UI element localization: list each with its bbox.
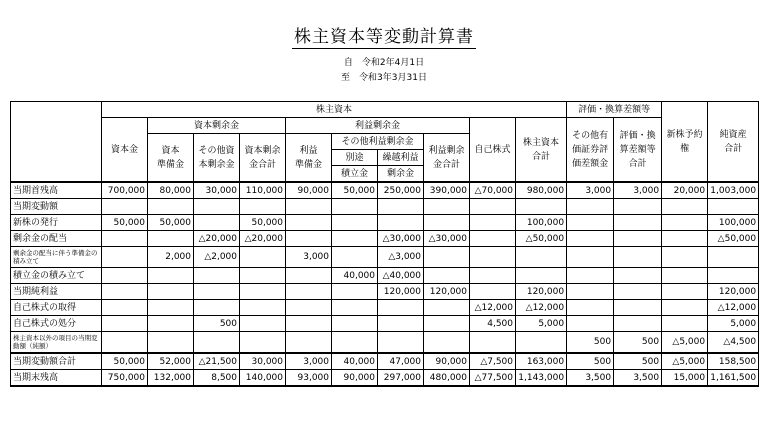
table-cell (148, 268, 194, 284)
table-cell (286, 231, 332, 247)
table-cell (240, 332, 286, 354)
row-label: 積立金の積み立て (11, 268, 102, 284)
header-retained-earnings: 利益剰余金 (286, 118, 470, 134)
row-label: 当期純利益 (11, 284, 102, 300)
table-cell: 120,000 (378, 284, 424, 300)
table-cell: △40,000 (378, 268, 424, 284)
table-cell (332, 300, 378, 316)
header-warrants: 新株予約 権 (662, 102, 708, 183)
table-cell: 980,000 (516, 182, 567, 199)
table-cell: 5,000 (708, 316, 759, 332)
table-cell (708, 268, 759, 284)
table-cell: 5,000 (516, 316, 567, 332)
header-treasury-stock: 自己株式 (470, 118, 516, 183)
table-cell: 3,000 (286, 247, 332, 268)
row-label: 当期末残高 (11, 370, 102, 387)
table-cell (662, 300, 708, 316)
table-cell: △30,000 (378, 231, 424, 247)
table-cell (286, 268, 332, 284)
table-row (11, 353, 759, 370)
data-rows (11, 182, 759, 386)
table-cell (286, 316, 332, 332)
table-cell (240, 300, 286, 316)
table-cell: 750,000 (102, 370, 148, 387)
table-cell: 120,000 (424, 284, 470, 300)
table-cell (102, 332, 148, 354)
header-capital-stock: 資本金 (102, 118, 148, 183)
header-carried-forward-2: 剰余金 (378, 166, 424, 183)
period-to: 至 令和3年3月31日 (341, 73, 427, 83)
table-cell (470, 284, 516, 300)
table-cell (148, 284, 194, 300)
header-net-assets: 純資産 合計 (708, 102, 759, 183)
table-cell (240, 316, 286, 332)
table-cell: △7,500 (470, 353, 516, 370)
table-cell: 20,000 (662, 182, 708, 199)
table-cell: △3,000 (378, 247, 424, 268)
table-cell (614, 231, 662, 247)
table-cell (662, 247, 708, 268)
table-cell (708, 199, 759, 215)
table-cell: △50,000 (516, 231, 567, 247)
table-cell: 500 (567, 353, 614, 370)
table-cell: △30,000 (424, 231, 470, 247)
table-cell (614, 300, 662, 316)
document-title (0, 22, 768, 47)
table-row (11, 247, 759, 268)
table-cell (240, 247, 286, 268)
table-cell: 50,000 (240, 215, 286, 231)
table-cell (378, 300, 424, 316)
table-cell (194, 332, 240, 354)
table-cell: 120,000 (516, 284, 567, 300)
table-cell: 3,000 (286, 353, 332, 370)
table-cell: △20,000 (194, 231, 240, 247)
table-cell (516, 268, 567, 284)
table-cell (662, 284, 708, 300)
table-row (11, 316, 759, 332)
table-cell (194, 300, 240, 316)
table-cell (614, 199, 662, 215)
table-cell (516, 247, 567, 268)
header-separate-reserve-2: 積立金 (332, 166, 378, 183)
table-cell: △12,000 (708, 300, 759, 316)
table-row (11, 268, 759, 284)
row-label: 当期変動額合計 (11, 353, 102, 370)
table-cell (148, 231, 194, 247)
table-cell (614, 215, 662, 231)
header-separate-reserve-1: 別途 (332, 150, 378, 166)
table-cell: 40,000 (332, 268, 378, 284)
header-blank (11, 102, 102, 183)
table-cell (240, 199, 286, 215)
table-cell (378, 316, 424, 332)
table-cell (286, 199, 332, 215)
header-carried-forward-1: 繰越利益 (378, 150, 424, 166)
table-cell (286, 332, 332, 354)
table-cell (194, 268, 240, 284)
table-cell (470, 268, 516, 284)
header-capital-surplus-total: 資本剰余 金合計 (240, 134, 286, 183)
table-cell (567, 268, 614, 284)
table-cell: 163,000 (516, 353, 567, 370)
table-cell (378, 332, 424, 354)
table-cell (470, 215, 516, 231)
table-cell (102, 300, 148, 316)
row-label: 新株の発行 (11, 215, 102, 231)
table-cell (378, 215, 424, 231)
table-cell: 80,000 (148, 182, 194, 199)
table-cell (567, 231, 614, 247)
table-cell (102, 316, 148, 332)
table-cell: 93,000 (286, 370, 332, 387)
table-row (11, 370, 759, 387)
table-cell: 1,003,000 (708, 182, 759, 199)
table-row (11, 332, 759, 354)
table-cell (567, 199, 614, 215)
table-cell: 100,000 (516, 215, 567, 231)
row-label: 株主資本以外の項目の当期変動額（純額） (11, 332, 102, 354)
header-equity-total: 株主資本 合計 (516, 118, 567, 183)
table-cell: 158,500 (708, 353, 759, 370)
table-cell (424, 268, 470, 284)
table-cell: 90,000 (286, 182, 332, 199)
table-cell (516, 199, 567, 215)
table-cell: 110,000 (240, 182, 286, 199)
table-cell (102, 284, 148, 300)
equity-statement-table (10, 101, 759, 387)
table-cell (567, 215, 614, 231)
table-cell: 480,000 (424, 370, 470, 387)
table-cell (240, 284, 286, 300)
table-cell (194, 284, 240, 300)
table-cell (614, 247, 662, 268)
table-cell: △2,000 (194, 247, 240, 268)
table-row (11, 215, 759, 231)
table-cell: 500 (614, 353, 662, 370)
table-cell (614, 316, 662, 332)
table-row (11, 199, 759, 215)
table-cell (567, 300, 614, 316)
table-cell (332, 284, 378, 300)
table-cell (662, 199, 708, 215)
row-label: 剰余金の配当 (11, 231, 102, 247)
table-cell (102, 231, 148, 247)
table-cell (424, 247, 470, 268)
row-label: 当期変動額 (11, 199, 102, 215)
table-cell: 50,000 (148, 215, 194, 231)
header-legal-reserve: 利益 準備金 (286, 134, 332, 183)
header-shareholders-equity: 株主資本 (102, 102, 567, 118)
table-row (11, 231, 759, 247)
period-from: 自 令和2年4月1日 (343, 58, 425, 68)
table-cell (567, 247, 614, 268)
table-cell (102, 247, 148, 268)
table-cell (662, 316, 708, 332)
table-cell: △70,000 (470, 182, 516, 199)
row-label: 剰余金の配当に伴う準備金の積み立て (11, 247, 102, 268)
table-cell: 1,143,000 (516, 370, 567, 387)
table-cell: △77,500 (470, 370, 516, 387)
table-row (11, 284, 759, 300)
table-cell: 100,000 (708, 215, 759, 231)
table-cell (194, 215, 240, 231)
header-other-capital-surplus: その他資 本剰余金 (194, 134, 240, 183)
table-cell: △12,000 (516, 300, 567, 316)
table-cell (332, 231, 378, 247)
table-cell: 700,000 (102, 182, 148, 199)
table-cell: △20,000 (240, 231, 286, 247)
header-other-securities: その他有 価証券評 価差額金 (567, 118, 614, 183)
table-cell: △21,500 (194, 353, 240, 370)
table-cell: 3,500 (614, 370, 662, 387)
table-cell (470, 231, 516, 247)
table-cell (424, 215, 470, 231)
table-cell: 50,000 (102, 353, 148, 370)
table-cell: △4,500 (708, 332, 759, 354)
table-cell (614, 268, 662, 284)
table-cell: △5,000 (662, 332, 708, 354)
header-capital-reserve: 資本 準備金 (148, 134, 194, 183)
table-cell: 40,000 (332, 353, 378, 370)
table-cell: 52,000 (148, 353, 194, 370)
table-cell (378, 199, 424, 215)
table-cell: 50,000 (332, 182, 378, 199)
title-text: 株主資本等変動計算書 (294, 27, 474, 47)
table-cell: 500 (194, 316, 240, 332)
table-cell (470, 199, 516, 215)
table-cell: 3,500 (567, 370, 614, 387)
table-cell: 3,000 (567, 182, 614, 199)
header-valuation: 評価・換算差額等 (567, 102, 662, 118)
table-cell (662, 231, 708, 247)
header-retained-total: 利益剰余 金合計 (424, 134, 470, 183)
row-label: 当期首残高 (11, 182, 102, 199)
table-cell (708, 247, 759, 268)
table-cell: 30,000 (240, 353, 286, 370)
table-cell (567, 316, 614, 332)
table-cell (332, 215, 378, 231)
table-cell (240, 268, 286, 284)
table-cell: △12,000 (470, 300, 516, 316)
table-cell (102, 268, 148, 284)
table-cell (516, 332, 567, 354)
table-cell (332, 199, 378, 215)
table-cell (567, 284, 614, 300)
table-cell: 1,161,500 (708, 370, 759, 387)
table-cell: 50,000 (102, 215, 148, 231)
table-cell (286, 300, 332, 316)
table-cell: 132,000 (148, 370, 194, 387)
table-cell (286, 215, 332, 231)
table-cell: △50,000 (708, 231, 759, 247)
table-cell: △5,000 (662, 353, 708, 370)
table-cell (148, 199, 194, 215)
table-cell: 4,500 (470, 316, 516, 332)
header-capital-surplus: 資本剰余金 (148, 118, 286, 134)
table-cell (470, 247, 516, 268)
table-cell (470, 332, 516, 354)
table-cell: 500 (567, 332, 614, 354)
table-cell (614, 284, 662, 300)
table-cell: 297,000 (378, 370, 424, 387)
table-cell (332, 332, 378, 354)
table-cell (194, 199, 240, 215)
row-label: 自己株式の取得 (11, 300, 102, 316)
table-cell: 120,000 (708, 284, 759, 300)
table-cell: 8,500 (194, 370, 240, 387)
table-cell (662, 215, 708, 231)
table-cell (662, 268, 708, 284)
table-cell (332, 316, 378, 332)
table-cell: 90,000 (332, 370, 378, 387)
table-cell: 500 (614, 332, 662, 354)
table-cell: 3,000 (614, 182, 662, 199)
table-cell: 30,000 (194, 182, 240, 199)
table-cell (148, 316, 194, 332)
table-cell (424, 332, 470, 354)
table-cell (148, 332, 194, 354)
table-cell (148, 300, 194, 316)
table-cell (424, 300, 470, 316)
table-cell: 15,000 (662, 370, 708, 387)
header-other-retained: その他利益剰余金 (332, 134, 424, 150)
table-cell (286, 284, 332, 300)
table-cell: 2,000 (148, 247, 194, 268)
row-label: 自己株式の処分 (11, 316, 102, 332)
table-cell (102, 199, 148, 215)
table-cell: 140,000 (240, 370, 286, 387)
table-cell: 390,000 (424, 182, 470, 199)
table-cell: 90,000 (424, 353, 470, 370)
table-row (11, 182, 759, 199)
table-cell (424, 316, 470, 332)
table-row (11, 300, 759, 316)
table-cell: 250,000 (378, 182, 424, 199)
table-cell: 47,000 (378, 353, 424, 370)
header-valuation-total: 評価・換 算差額等 合計 (614, 118, 662, 183)
table-cell (424, 199, 470, 215)
table-cell (332, 247, 378, 268)
